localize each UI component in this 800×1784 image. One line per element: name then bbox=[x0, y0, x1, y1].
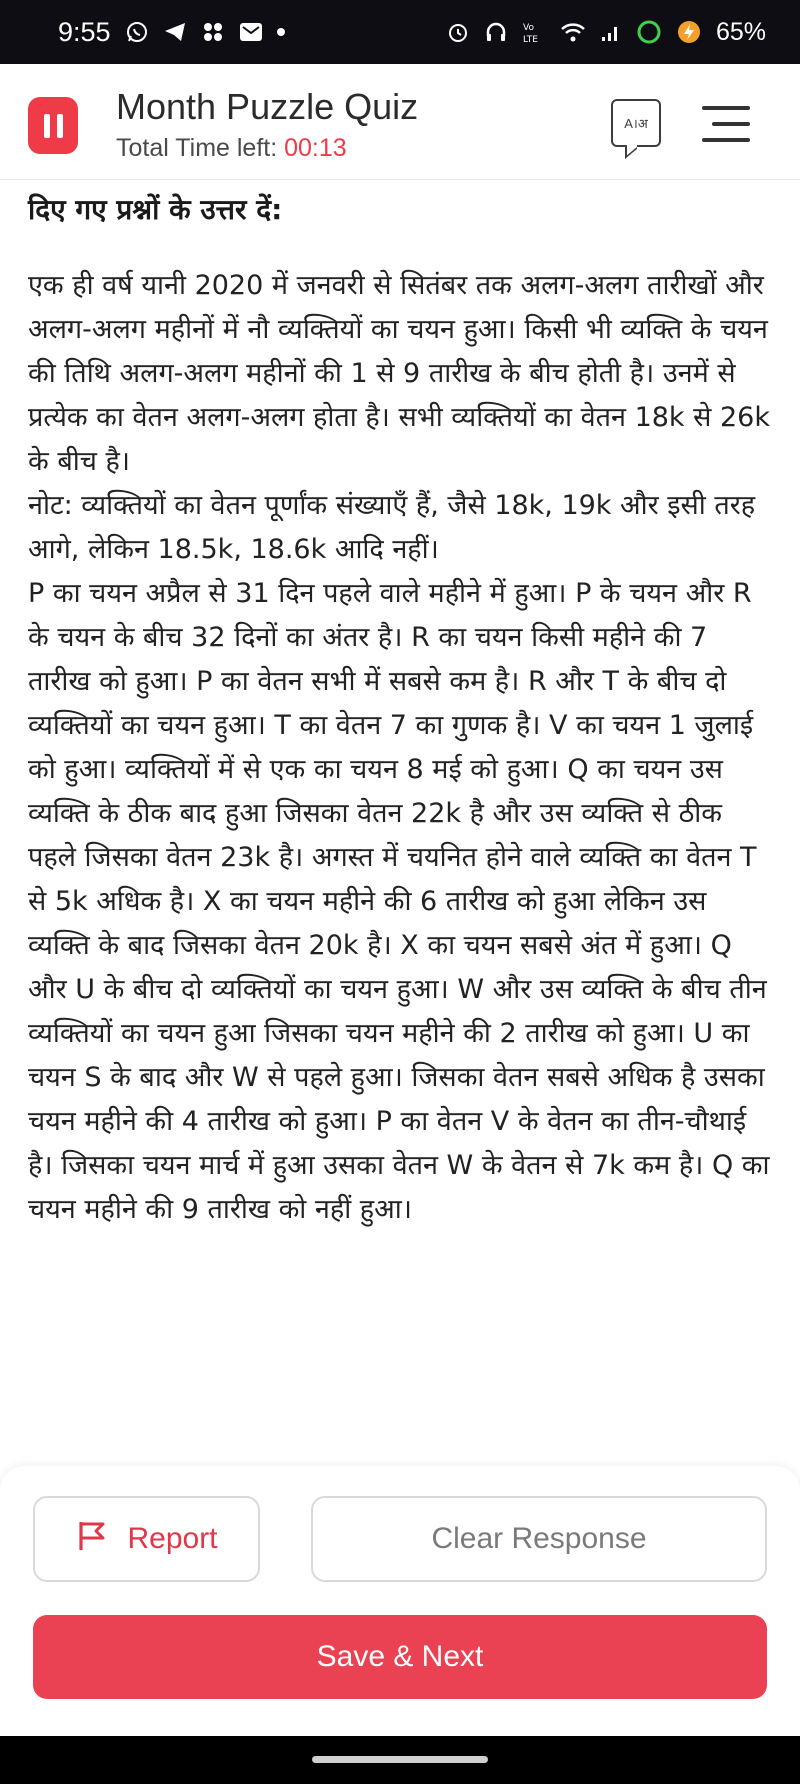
volte-icon bbox=[522, 19, 546, 45]
question-note: नोट: व्यक्तियों का वेतन पूर्णांक संख्याएँ हैं, जैसे 18k, 19k और इसी तरह आगे, लेकिन 18.5k, 18.6k आदि नहीं। bbox=[28, 490, 756, 565]
wifi-icon bbox=[560, 21, 586, 43]
svg-text:Vo: Vo bbox=[522, 23, 534, 33]
telegram-icon bbox=[163, 21, 187, 43]
translate-icon: A।अ bbox=[624, 116, 648, 131]
status-left bbox=[58, 17, 285, 48]
report-button[interactable] bbox=[33, 1496, 260, 1582]
battery-saver-icon bbox=[676, 19, 702, 45]
menu-button[interactable] bbox=[700, 106, 750, 142]
battery-percent: 65% bbox=[715, 17, 766, 46]
status-right bbox=[446, 18, 766, 47]
time-left bbox=[116, 134, 347, 163]
question-paragraph: एक ही वर्ष यानी 2020 में जनवरी से सितंबर तक अलग-अलग तारीखों और अलग-अलग महीनों में नौ व्यक्तियों का चयन हुआ। किसी भी व्यक्ति के चयन की तिथि अलग-अलग महीनों की 1 से 9 तारीख के बीच होती है। उनमें से प्रत्येक का वेतन अलग-अलग होता है। सभी व्यक्तियों का वेतन 18k से 26k के बीच है। bbox=[28, 270, 770, 477]
menu-icon bbox=[702, 106, 750, 110]
alarm-icon bbox=[446, 20, 470, 44]
report-label: Report bbox=[127, 1522, 218, 1555]
signal-icon bbox=[600, 21, 622, 43]
question-content bbox=[28, 190, 776, 1232]
save-next-button[interactable] bbox=[33, 1615, 767, 1699]
question-text bbox=[28, 264, 776, 1232]
svg-text:LTE: LTE bbox=[522, 35, 538, 45]
status-time: 9:55 bbox=[58, 16, 111, 47]
headphones-icon bbox=[484, 20, 508, 44]
question-paragraph: P का चयन अप्रैल से 31 दिन पहले वाले महीने में हुआ। P के चयन और R के चयन के बीच 32 दिनों का अंतर है। R का चयन किसी महीने की 7 तारीख को हुआ। P का वेतन सभी में सबसे कम है। R और T के बीच दो व्यक्तियों का चयन हुआ। T का वेतन 7 का गुणक है। V का चयन 1 जुलाई को हुआ। व्यक्तियों में से एक का चयन 8 मई को हुआ। Q का चयन उस व्यक्ति के ठीक बाद हुआ जिसका वेतन 22k है और उस व्यक्ति से ठीक पहले जिसका वेतन 23k है। अगस्त में चयनित होने वाले व्यक्ति का वेतन T से 5k अधिक है। X का चयन महीने की 6 तारीख को हुआ लेकिन उस व्यक्ति के बाद जिसका वेतन 20k है। X का चयन सबसे अंत में हुआ। Q और U के बीच दो व्यक्तियों का चयन हुआ। W और उस व्यक्ति के बीच तीन व्यक्तियों का चयन हुआ जिसका चयन महीने की 2 तारीख को हुआ। U का चयन S के बाद और W से पहले हुआ। जिसका वेतन सबसे अधिक है उसका चयन महीने की 4 तारीख को हुआ। P का वेतन V के वेतन का तीन-चौथाई है। जिसका चयन मार्च में हुआ उसका वेतन W के वेतन से 7k कम है। Q का चयन महीने की 9 तारीख को नहीं हुआ। bbox=[28, 578, 770, 1225]
clear-response-button[interactable] bbox=[311, 1496, 767, 1582]
whatsapp-icon bbox=[125, 20, 149, 44]
app-header bbox=[0, 64, 800, 180]
quiz-title: Month Puzzle Quiz bbox=[116, 86, 419, 127]
pause-icon bbox=[44, 114, 50, 138]
question-heading: दिए गए प्रश्नों के उत्तर दें: bbox=[28, 193, 283, 226]
dot-icon bbox=[277, 28, 285, 36]
save-next-label: Save & Next bbox=[316, 1640, 484, 1673]
menu-icon-line bbox=[712, 122, 750, 126]
time-left-label: Total Time left: bbox=[116, 134, 278, 162]
status-bar bbox=[0, 0, 800, 64]
mail-icon bbox=[239, 21, 263, 43]
footer-actions bbox=[0, 1466, 800, 1736]
clear-response-label: Clear Response bbox=[431, 1522, 647, 1555]
app-icon bbox=[201, 20, 225, 44]
pause-icon-bar bbox=[57, 114, 63, 138]
system-nav-bar bbox=[0, 1736, 800, 1784]
menu-icon-line-bottom bbox=[702, 138, 750, 142]
flag-icon bbox=[75, 1518, 109, 1560]
ring-icon bbox=[636, 19, 662, 45]
time-left-value: 00:13 bbox=[284, 134, 347, 162]
home-gesture-handle[interactable] bbox=[312, 1756, 488, 1763]
language-switch-button[interactable] bbox=[611, 99, 661, 147]
pause-button[interactable] bbox=[28, 97, 78, 154]
